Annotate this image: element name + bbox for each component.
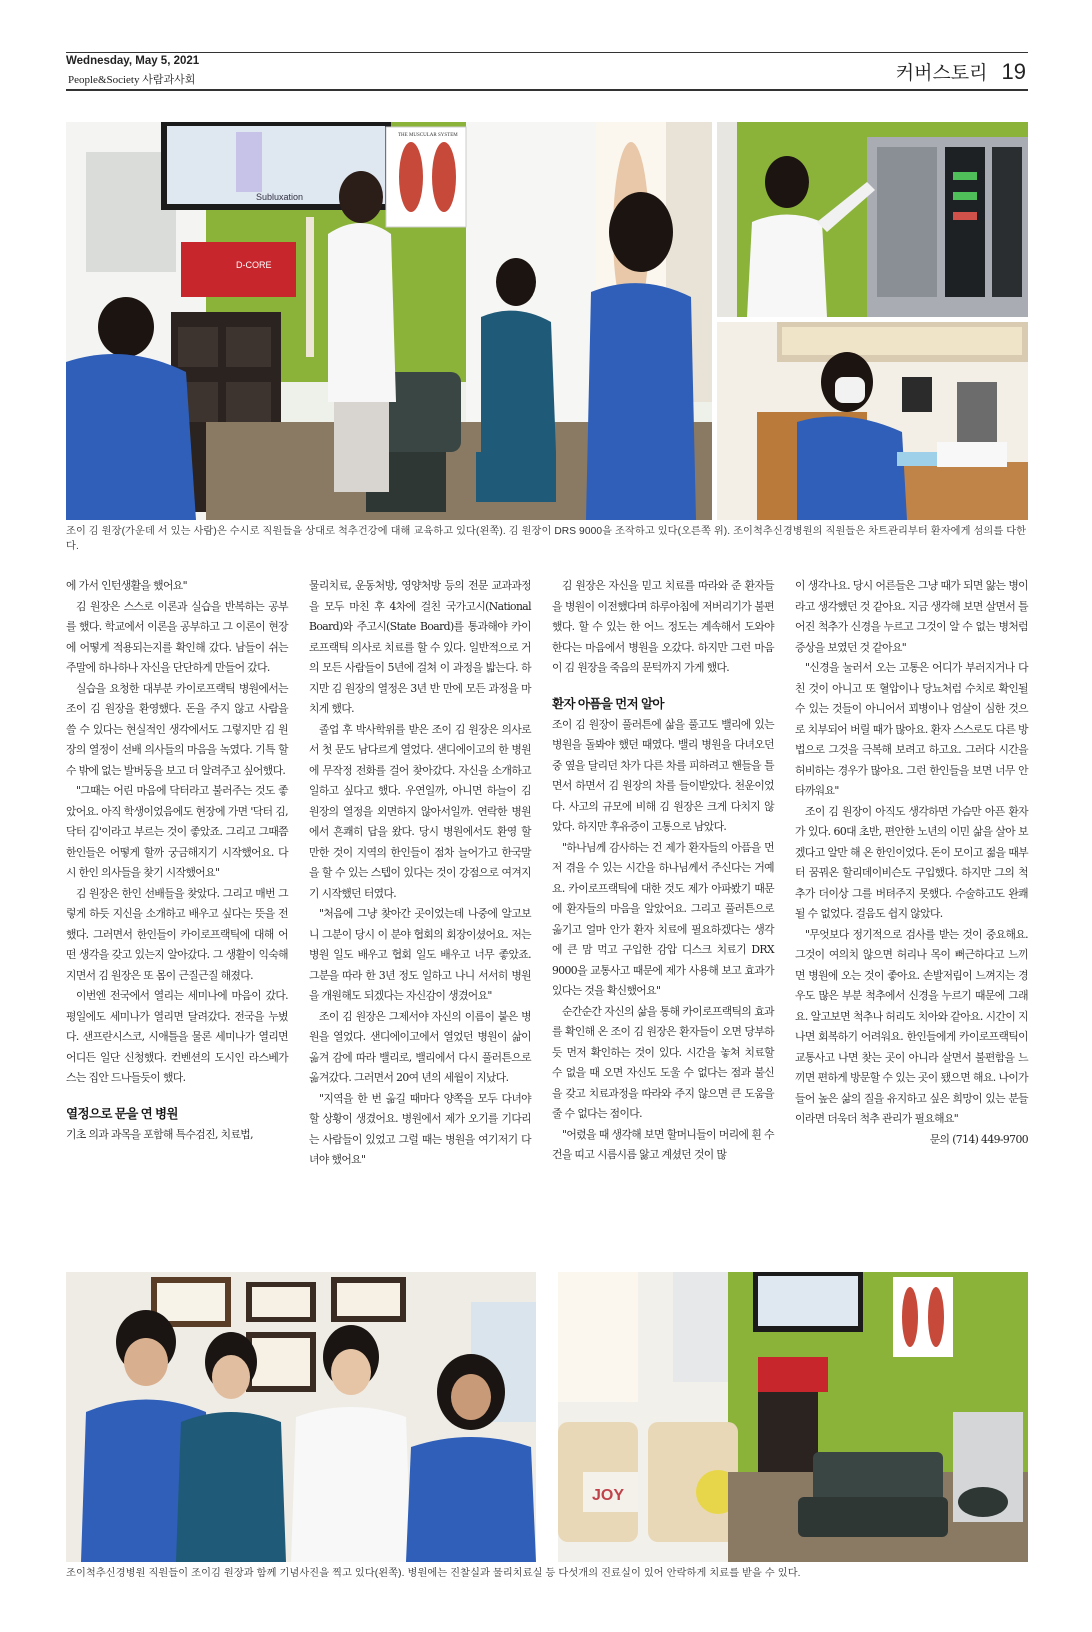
photo-staff-group: [66, 1272, 536, 1562]
contact-info: 문의 (714) 449-9700: [929, 1132, 1028, 1146]
col1-para-1: 에 가서 인턴생활을 했어요": [66, 579, 187, 592]
col1-para-3: 실습을 요청한 대부분 카이로프랙틱 병원에서는 조이 김 원장을 환영했다. 돈을 주지 않고 사람을 쓸 수 있다는 현실적인 생각에서도 그렇지만 김 원장의 열정이 선배 의사들의 마음을 녹였다. 기특 할 수 밖에 없는 발버둥을 보고 더 알려주고 싶어했다.: [66, 681, 288, 777]
col4-para-4: "무엇보다 정기적으로 검사를 받는 것이 중요해요. 그것이 여의치 않으면 허리나 목이 뻐근하다고 느끼면 병원에 오는 것이 좋아요. 손발저림이 느껴지는 경우도 많은 부분 척추에서 신경을 누르기 때문에 그래요. 알고보면 척추나 허리도 치아와 같아요. 시간이 지나면 회복하기 어려워요. 한인들에게 카이로프랙틱이 교통사고 나면 찾는 곳이 아니라 살면서 불편함을 느끼면 편하게 방문할 수 있는 곳이 됐으면 해요. 나이가 들어 높은 삶의 질을 유지하고 싶은 희망이 있는 분들이라면 더욱더 척추 관리가 필요해요": [795, 927, 1028, 1125]
photo-drs-machine: [717, 122, 1028, 317]
col1-para-5: 김 원장은 한인 선배들을 찾았다. 그리고 매번 그렇게 하듯 지신을 소개하고 배우고 싶다는 뜻을 전했다. 그러면서 한인들이 카이로프랙틱에 대해 어떤 생각을 갖고 있는지 알아갔다. 그 생활이 익숙해지면서 김 원장은 또 몸이 근질근질 해졌다.: [66, 886, 288, 982]
col3-para-2: 조이 김 원장이 풀러튼에 삶을 풀고도 밸리에 있는 병원을 돌봐야 했던 때였다. 밸리 병원을 다녀오던 중 옆을 달리던 차가 다른 차를 피하려고 핸들을 틀면서 하면서 김 원장의 차를 들이받았다. 천운이었다. 사고의 규모에 비해 김 원장은 크게 다치지 않았다. 하지만 후유증이 고통으로 남았다.: [552, 717, 774, 833]
col2-para-2: 졸업 후 박사학위를 받은 조이 김 원장은 의사로서 첫 문도 남다르게 열었다. 샌디에이고의 한 병원에 무작정 전화를 걸어 찾아갔다. 자신을 소개하고 일하고 싶다고 했다. 우연일까, 아니면 하늘이 김 원장의 열정을 외면하지 않아서일까. 연락한 병원에서 흔쾌히 답을 왔다. 당시 병원에서도 환영 할 만한 것이 지역의 한인들이 점차 늘어가고 한국말을 할 수 있는 스텝이 있다는 것이 강점으로 여겨지기 시작했던 터였다.: [309, 722, 531, 900]
tv-screen-text: Subluxation: [256, 192, 304, 202]
header-top-rule: [66, 52, 1028, 53]
photo-chart-management: [717, 322, 1028, 520]
pillow-word: JOY: [592, 1487, 625, 1504]
col2-para-1: 물리치료, 운동처방, 영양처방 등의 전문 교과과정을 모두 마친 후 4차에 걸친 국가고시(National Board)와 주고시(State Board)를 통과해야 카이로프랙틱 의사로 치료를 할 수 있다. 일반적으로 거의 모든 사람들이 5년에 걸쳐 이 과정을 밟는다. 하지만 김 원장의 열정은 3년 반 만에 모든 과정을 마치게 했다.: [309, 579, 531, 715]
col1-para-2: 김 원장은 스스로 이론과 실습을 반복하는 공부를 했다. 학교에서 이론을 공부하고 그 이론이 현장에 어떻게 적용되는지를 확인해 갔다. 남들이 쉬는 주말에 하나하나 자신을 단단하게 만들어 갔다.: [66, 599, 288, 674]
photo-treatment-room: [558, 1272, 1028, 1562]
photo-staff-education: [66, 122, 712, 520]
col1-para-4: "그때는 어린 마음에 닥터라고 불러주는 것도 좋았어요. 아직 학생이었음에도 현장에 가면 '닥터 김, 닥터 김'이라고 부르는 것이 좋았죠. 그리고 그때쯤 한인들은 어떻게 할까 궁금해지기 시작했어요. 다시 한인 의사들을 찾기 시작했어요": [66, 784, 288, 879]
col4-para-3: 조이 김 원장이 아직도 생각하면 가슴만 아픈 환자가 있다. 60대 초반, 편안한 노년의 이민 삶을 살아 보겠다고 알만 해 온 한인이었다. 돈이 모이고 젊을 때부터 꿈꿔온 할리데이비슨도 구입했다. 하지만 그의 척추가 더이상 그를 버텨주지 못했다. 수술하고도 완쾌될 수 없었다. 걸음도 쉽지 않았다.: [795, 804, 1028, 920]
article-column-1: [66, 576, 288, 1145]
col2-para-5: "지역을 한 번 옮길 때마다 양쪽을 모두 다녀야 할 상황이 생겼어요. 병원에서 제가 오기를 기다리는 사람들이 있었고 그럴 때는 병원을 여기저기 다녀야 했어요": [309, 1091, 531, 1166]
col3-para-5: "어렸을 때 생각해 보면 할머니들이 머리에 흰 수건을 띠고 시름시름 앓고 계셨던 것이 많: [552, 1127, 774, 1161]
col2-para-3: "처음에 그냥 찾아간 곳이었는데 나중에 알고보니 그분이 당시 이 분야 협회의 회장이셨어요. 저는 병원 일도 배우고 협회 일도 배우고 너무 좋았죠. 그분을 따라 한 3년 정도 일하고 나니 서서히 병원을 개원해도 되겠다는 자신감이 생겼어요": [309, 907, 531, 1002]
top-photo-caption: 조이 김 원장(가운데 서 있는 사람)은 수시로 직원들을 상대로 척추건강에 대해 교육하고 있다(왼쪽). 김 원장이 DRS 9000을 조작하고 있다(오른쪽 위). 조이척추신경병원의 직원들은 차트관리부터 환자에게 섬의를 다한다.: [66, 526, 1027, 552]
col3-para-3: "하나님께 감사하는 건 제가 환자들의 아픔을 먼저 겪을 수 있는 시간을 하나님께서 주신다는 거예요. 카이로프랙틱에 대한 것도 제가 아파봤기 때문에 환자들의 마음을 알았어요. 그리고 풀러튼으로 옮기고 얼마 안가 환자 치료에 필요하겠다는 생각에 큰 맘 먹고 구입한 감압 디스크 치료기 DRX 9000을 교통사고 때문에 제가 사용해 보고 효과가 있다는 것을 확신했어요": [552, 840, 774, 997]
col3-para-4: 순간순간 자신의 삶을 통해 카이로프랙틱의 효과를 확인해 온 조이 김 원장은 환자들이 오면 당부하듯 먼저 확인하는 것이 있다. 시간을 놓쳐 치료할 수 없을 때 오면 자신도 도울 수 없다는 점과 불신을 갖고 치료과정을 따라와 주지 않으면 큰 도움을 줄 수 없다는 점이다.: [552, 1004, 774, 1120]
col1-subhead: 열정으로 문을 연 병원: [66, 1106, 178, 1121]
article-column-4: [795, 576, 1028, 1150]
col4-para-2: "신경을 눌러서 오는 고통은 어디가 부러지거나 다친 것이 아니고 또 혈압이나 당뇨처럼 수치로 확인될 수 있는 것들이 아니어서 꾀병이나 엄살이 심한 것으로 치부되어 버릴 때가 많아요. 환자 스스로도 다른 방법으로 그것을 극복해 보려고 하고요. 그러다 시간을 허비하는 경우가 많아요. 그런 한인들을 보면 너무 안타까워요": [795, 661, 1028, 797]
header-right: [896, 58, 1026, 85]
col3-para-1: 김 원장은 자신을 믿고 치료를 따라와 준 환자들을 병원이 이전했다며 하루아침에 저버리기가 불편했다. 할 수 있는 한 어느 정도는 계속해서 도와야 한다는 마음에서 병원을 오갔다. 하지만 그런 마음이 김 원장을 죽음의 문턱까지 가게 했다.: [552, 579, 774, 674]
col2-para-4: 조이 김 원장은 그제서야 자신의 이름이 붙은 병원을 열었다. 샌디에이고에서 열었던 병원이 삶이 옮겨 감에 따라 밸리로, 밸리에서 다시 풀러튼으로 옮겨갔다. 그러면서 20여 년의 세월이 지났다.: [309, 1009, 531, 1084]
col1-para-6: 이번엔 전국에서 열리는 세미나에 마음이 갔다. 평일에도 세미나가 열리면 달려갔다. 전국을 누볐다. 샌프란시스코, 시애틀을 물론 세미나가 열리면 어디든 일단 신청했다. 컨벤션의 도시인 라스베가스는 집안 드나들듯이 했다.: [66, 989, 288, 1084]
pillow-brand: D-CORE: [236, 260, 272, 270]
col1-para-7: 기초 의과 과목을 포함해 특수검진, 치료법,: [66, 1127, 253, 1141]
article-column-2: [309, 576, 531, 1171]
poster-title: THE MUSCULAR SYSTEM: [398, 133, 458, 138]
article-column-3: [552, 576, 774, 1166]
issue-date: Wednesday, May 5, 2021: [66, 55, 200, 67]
section-title: 커버스토리: [895, 63, 988, 84]
col3-subhead: 환자 아픔을 먼저 알아: [552, 696, 664, 711]
col4-para-1: 이 생각나요. 당시 어른들은 그냥 때가 되면 앓는 병이라고 생각했던 것 같아요. 지금 생각해 보면 살면서 틀어진 척추가 신경을 누르고 그것이 알 수 없는 병처럼 증상을 보였던 것 같아요": [795, 579, 1028, 654]
section-name: People&Society 사람과사회: [68, 74, 196, 86]
page-number: 19: [1001, 59, 1026, 84]
header-bottom-rule: [66, 89, 1028, 91]
bottom-photo-caption: 조이척추신경병원 직원들이 조이김 원장과 함께 기념사진을 찍고 있다(왼쪽). 병원에는 진찰실과 물리치료실 등 다섯개의 진료실이 있어 안락하게 치료를 받을 수 있다.: [66, 1568, 801, 1579]
